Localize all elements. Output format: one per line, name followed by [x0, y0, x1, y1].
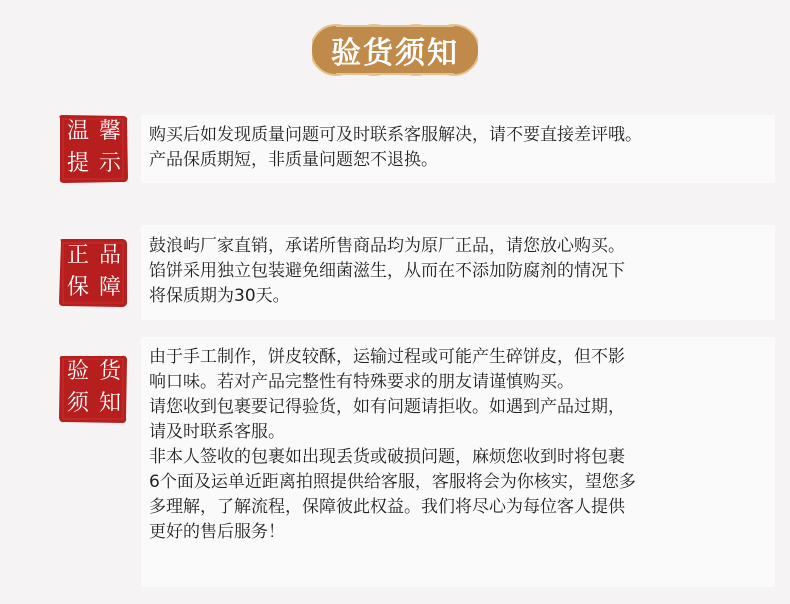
- text-line: 请及时联系客服。: [149, 422, 285, 442]
- seal-char: 馨: [98, 119, 121, 144]
- text-line: 鼓浪屿厂家直销，承诺所售商品均为原厂正品，请您放心购买。: [149, 236, 625, 256]
- text-line: 由于手工制作，饼皮较酥，运输过程或可能产生碎饼皮，但不影: [149, 347, 625, 367]
- section-text-1: [149, 123, 769, 173]
- text-line: 产品保质期短，非质量问题恕不退换。: [149, 150, 438, 170]
- text-line: 非本人签收的包裹如出现丢货或破损问题，麻烦您收到时将包裹: [149, 447, 625, 467]
- seal-char: 知: [98, 391, 121, 416]
- seal-warm-tips: [56, 112, 130, 186]
- seal-char: 提: [66, 151, 89, 176]
- text-line: 请您收到包裹要记得验货，如有问题请拒收。如遇到产品过期，: [149, 397, 625, 417]
- seal-char: 障: [98, 275, 121, 300]
- seal-char: 保: [66, 275, 89, 300]
- text-line: 更好的售后服务！: [149, 522, 285, 542]
- section-text-3: [149, 345, 769, 545]
- seal-char: 货: [98, 359, 121, 384]
- seal-char: 验: [66, 359, 89, 384]
- text-line: 响口味。若对产品完整性有特殊要求的朋友请谨慎购买。: [149, 372, 574, 392]
- seal-char: 正: [66, 243, 89, 268]
- seal-char: 品: [98, 243, 121, 268]
- section-text-2: [149, 234, 769, 309]
- text-line: 将保质期为30天。: [149, 286, 290, 306]
- seal-char: 温: [66, 119, 89, 144]
- text-line: 多理解，了解流程，保障彼此权益。我们将尽心为每位客人提供: [149, 497, 625, 517]
- seal-char: 示: [98, 151, 121, 176]
- seal-authentic-guarantee: [56, 236, 130, 310]
- text-line: 6个面及运单近距离拍照提供给客服，客服将会为你核实，望您多: [149, 472, 636, 492]
- text-line: 购买后如发现质量问题可及时联系客服解决，请不要直接差评哦。: [149, 125, 642, 145]
- seal-inspection-notice: [56, 352, 130, 426]
- page-title: 验货须知: [331, 36, 459, 71]
- title-area: [0, 0, 790, 100]
- seal-char: 须: [66, 391, 89, 416]
- text-line: 馅饼采用独立包装避免细菌滋生，从而在不添加防腐剂的情况下: [149, 261, 625, 281]
